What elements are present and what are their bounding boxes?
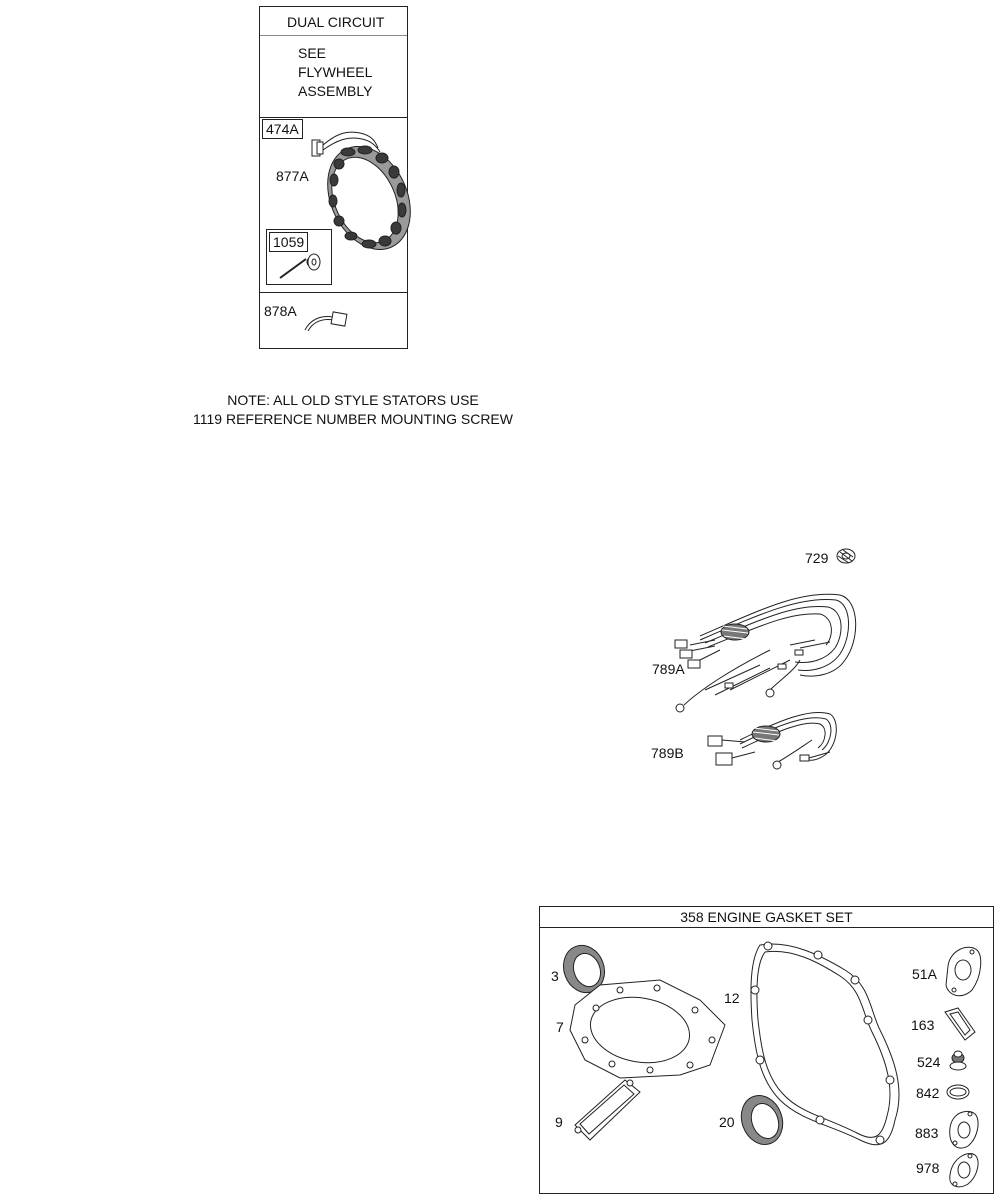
part-label-474A[interactable]: 474A bbox=[262, 119, 303, 139]
gasket-163-drawing bbox=[945, 1008, 975, 1040]
note-line-2: 1119 REFERENCE NUMBER MOUNTING SCREW bbox=[193, 411, 513, 427]
part-label-729[interactable]: 729 bbox=[805, 550, 829, 566]
stator-panel-title: DUAL CIRCUIT bbox=[287, 14, 385, 30]
part-label-7[interactable]: 7 bbox=[556, 1019, 564, 1035]
flywheel-note-line-2: FLYWHEEL bbox=[298, 64, 373, 80]
flywheel-note-line-3: ASSEMBLY bbox=[298, 83, 373, 99]
head-gasket-7-drawing bbox=[570, 980, 725, 1078]
gasket-set-title: 358 ENGINE GASKET SET bbox=[540, 907, 993, 928]
part-label-883[interactable]: 883 bbox=[915, 1125, 939, 1141]
flywheel-note-line-1: SEE bbox=[298, 45, 327, 61]
part-label-877A[interactable]: 877A bbox=[276, 168, 309, 184]
note-line-1: NOTE: ALL OLD STYLE STATORS USE bbox=[227, 392, 479, 408]
part-label-842[interactable]: 842 bbox=[916, 1085, 940, 1101]
intake-gasket-51A-drawing bbox=[946, 947, 981, 995]
gasket-883-drawing bbox=[950, 1111, 978, 1148]
part-label-789B[interactable]: 789B bbox=[651, 745, 684, 761]
part-label-163[interactable]: 163 bbox=[911, 1017, 935, 1033]
valve-cover-gasket-9-drawing bbox=[575, 1080, 640, 1140]
part-label-878A[interactable]: 878A bbox=[264, 303, 297, 319]
part-label-524[interactable]: 524 bbox=[917, 1054, 941, 1070]
gasket-978-drawing bbox=[950, 1154, 978, 1187]
oil-seal-20-drawing bbox=[735, 1090, 790, 1151]
plug-524-drawing bbox=[950, 1051, 966, 1070]
part-label-51A[interactable]: 51A bbox=[912, 966, 937, 982]
part-label-978[interactable]: 978 bbox=[916, 1160, 940, 1176]
part-label-9[interactable]: 9 bbox=[555, 1114, 563, 1130]
part-label-3[interactable]: 3 bbox=[551, 968, 559, 984]
part-label-20[interactable]: 20 bbox=[719, 1114, 735, 1130]
part-label-1059[interactable]: 1059 bbox=[269, 232, 308, 252]
part-label-789A[interactable]: 789A bbox=[652, 661, 685, 677]
o-ring-842-drawing bbox=[947, 1085, 969, 1099]
part-label-12[interactable]: 12 bbox=[724, 990, 740, 1006]
